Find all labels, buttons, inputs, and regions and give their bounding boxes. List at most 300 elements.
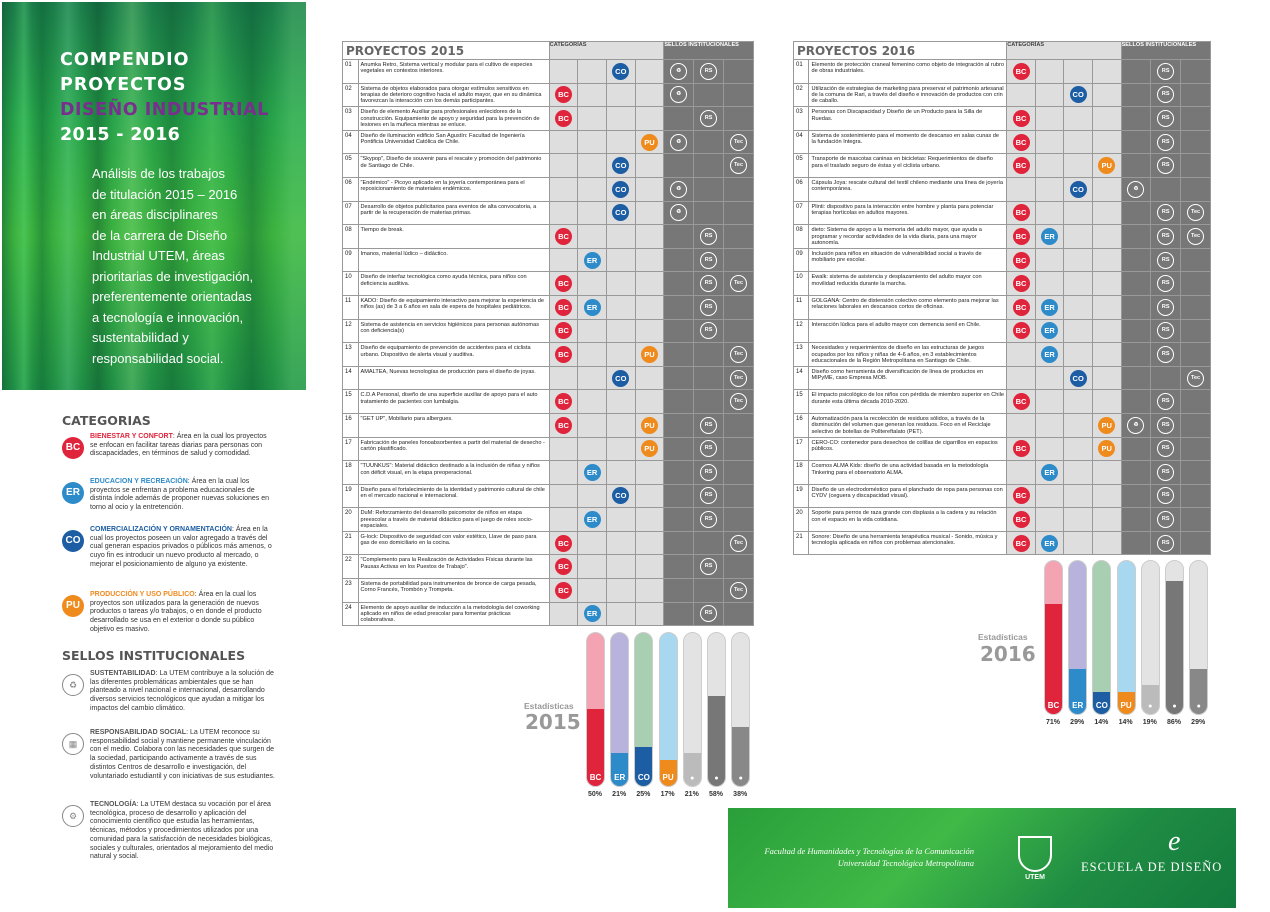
row-number: 16 [794,413,809,437]
row-number: 06 [794,177,809,201]
category-cell [606,461,635,485]
stat-bar-label: ● [714,775,719,782]
row-number: 23 [343,579,359,603]
table-row [343,107,754,131]
category-cell [1035,201,1064,225]
row-number: 04 [343,130,359,154]
category-bc-badge: BC [1013,228,1030,245]
table-title-text: PROYECTOS 2016 [797,44,916,58]
social-responsibility-icon: RS [1157,157,1174,174]
table-row [794,366,1211,390]
category-cell [606,154,635,178]
seal-cell [1151,272,1181,296]
seal-description [90,729,275,781]
social-responsibility-icon: RS [1157,63,1174,80]
seal-cell [1121,508,1151,532]
row-number: 19 [794,484,809,508]
stat-percent: 21% [612,791,627,798]
category-pu-badge: PU [1098,417,1115,434]
seal-cell [664,508,694,532]
stat-bar-label: ● [690,775,695,782]
projects-2015-table [342,41,754,626]
row-number: 13 [794,343,809,367]
category-cell [1007,272,1036,296]
seal-cell [1121,461,1151,485]
category-cell [1007,60,1036,84]
seal-cell [694,83,724,107]
category-bc-badge: BC [1013,535,1030,552]
seal-cell [724,248,754,272]
stats-year: 2015 [525,710,581,734]
category-cell [578,484,607,508]
technology-icon: ⚙ [62,805,84,827]
category-cell [549,343,578,367]
seal-cell [1181,295,1211,319]
stat-bar [731,632,750,787]
stat-bar-fill [1166,581,1183,714]
row-description: Cápsula Joya: rescate cultural del textil chileno mediante una línea de joyería contemporánea. [809,177,1007,201]
category-text: : Área en la cual los proyectos poseen un valor agregado a través del cual generan espacios privados o públicos más amenos, o cuyo fin es introducir un nuevo producto al mercado, o mejorar el posicionamiento de alguno ya existente. [90,526,272,568]
category-bc-badge: BC [1013,511,1030,528]
row-description: Imanos, material lúdico – didáctico. [358,248,549,272]
category-cell [635,60,664,84]
table-title [343,42,550,60]
table-row [343,248,754,272]
category-bc-badge: BC [555,228,572,245]
category-cell [1064,130,1093,154]
category-bc-badge: BC [1013,63,1030,80]
category-cell [549,413,578,437]
categorias-header: CATEGORÍAS [549,42,664,60]
category-cell [1064,272,1093,296]
technology-icon: Tec [730,393,747,410]
row-description: Diseño de elemento Auxiliar para profesionales enlecidores de la construcción. Equipamiento de apoyo y seguridad para la prevención de lesiones en la muñeca mientras se enluce. [358,107,549,131]
stat-percent: 38% [733,791,748,798]
seal-cell [724,154,754,178]
stat-percent: 19% [1142,719,1157,726]
category-cell [578,366,607,390]
category-cell [1064,484,1093,508]
category-cell [1035,107,1064,131]
seal-cell [1181,508,1211,532]
seal-text: : La UTEM reconoce su responsabilidad social y mantiene permanente vinculación con el medio. Colabora con las necesidades que surgen de la sociedad, participando activamente a través de sus distintos Centros de desarrollo e investigación, del voluntariado estudiantil y con iniciativas de sus estudiantes. [90,729,275,780]
seal-cell [664,461,694,485]
category-er-badge: ER [1041,464,1058,481]
category-er-badge: ER [1041,299,1058,316]
category-cell [635,390,664,414]
row-description: Necesidades y requerimientos de diseño en las estructuras de juegos ocupados por los niños y niñas de 4-6 años, en 3 establecimientos educacionales de la Región Metropolitana en Santiago de Chile. [809,343,1007,367]
seal-cell [694,602,724,626]
seal-cell [664,531,694,555]
seal-cell [664,579,694,603]
seal-cell [1121,248,1151,272]
social-responsibility-icon: ▦ [62,733,84,755]
category-text: : Área en la cual los proyectos se enfocan en facilitar tareas diarias para personas con discapacidades, en términos de salud y comodidad. [90,433,267,458]
category-bc-badge: BC [1013,393,1030,410]
stats-year: 2016 [980,642,1036,666]
category-bc-badge: BC [555,86,572,103]
table-row [343,319,754,343]
stat-bar-label: BC [1047,701,1060,710]
table-row [794,154,1211,178]
stat-bar [1189,560,1208,715]
table-row [794,83,1211,107]
seal-cell [694,130,724,154]
row-number: 15 [343,390,359,414]
stat-bar-label: ER [614,773,626,782]
category-cell [1092,295,1121,319]
category-bc-icon: BC [62,437,84,459]
seal-cell [664,437,694,461]
category-er-badge: ER [584,299,601,316]
category-cell [578,579,607,603]
seal-cell [694,343,724,367]
hero-description-line: Análisis de los trabajos [92,166,225,181]
table-row [343,177,754,201]
category-cell [1092,319,1121,343]
category-cell [635,272,664,296]
seal-cell [664,154,694,178]
stat-bar-label: PU [1120,701,1132,710]
category-cell [606,319,635,343]
category-cell [606,531,635,555]
category-cell [635,130,664,154]
category-cell [635,201,664,225]
category-cell [635,319,664,343]
social-responsibility-icon: RS [700,417,717,434]
seal-cell [1181,225,1211,249]
row-number: 10 [343,272,359,296]
category-cell [1064,366,1093,390]
category-er-badge: ER [1041,346,1058,363]
category-bc-badge: BC [1013,134,1030,151]
seal-cell [724,602,754,626]
table-row [794,319,1211,343]
category-cell [1064,83,1093,107]
category-cell [1007,201,1036,225]
category-cell [549,602,578,626]
category-cell [606,343,635,367]
category-pu-badge: PU [641,346,658,363]
category-cell [1007,83,1036,107]
hero-panel [2,2,306,390]
category-cell [635,248,664,272]
technology-icon: Tec [1187,204,1204,221]
row-description: Sistema de sostenimiento para el momento de descanso en salas cunas de la fundación Integra. [809,130,1007,154]
row-number: 22 [343,555,359,579]
seal-cell [724,461,754,485]
seal-cell [1151,366,1181,390]
seal-cell [1121,531,1151,555]
row-description: G-lock: Dispositivo de seguridad con valor estético, Llave de paso para gas de eso domiciliario en la cocina. [358,531,549,555]
seal-cell [664,272,694,296]
table-row [343,437,754,461]
seal-cell [694,413,724,437]
seal-cell [1151,107,1181,131]
category-bc-badge: BC [1013,487,1030,504]
seal-description [90,670,275,714]
category-cell [1092,272,1121,296]
seal-cell [694,295,724,319]
row-description: Utilización de estrategias de marketing para preservar el patrimonio artesanal de la comuna de Rari, a través del diseño e innovación de productos con crin de caballo. [809,83,1007,107]
sustainability-icon: ♻ [670,204,687,221]
category-cell [1007,343,1036,367]
technology-icon: Tec [730,157,747,174]
stat-bar-label: CO [1095,701,1108,710]
seal-cell [664,201,694,225]
stat-percent: 50% [587,791,602,798]
seal-cell [1121,107,1151,131]
seal-cell [694,366,724,390]
category-cell [578,83,607,107]
category-cell [578,272,607,296]
stat-percent: 86% [1166,719,1181,726]
seal-cell [694,107,724,131]
category-cell [1064,248,1093,272]
category-cell [1007,413,1036,437]
sustainability-icon: ♻ [670,86,687,103]
category-cell [606,555,635,579]
category-cell [635,343,664,367]
category-text: : Área en la cual los proyectos se enfrentan a problema educacionales de distinta índole además de proponer nuevas soluciones en torno al ocio y la entretención. [90,478,270,512]
hero-title-line2: PROYECTOS [60,75,187,95]
category-pu-badge: PU [641,134,658,151]
table-row [343,531,754,555]
social-responsibility-icon: RS [1157,346,1174,363]
category-cell [635,83,664,107]
seal-cell [724,531,754,555]
table-row [343,461,754,485]
row-description: Desarrollo de objetos publicitarios para eventos de alta convocatoria, a partir de la recuperación de materias primas. [358,201,549,225]
category-cell [1007,461,1036,485]
row-description: Fabricación de paneles fonoabsorbentes a partir del material de desecho - cartón plastificado. [358,437,549,461]
seal-cell [664,390,694,414]
seal-cell [724,60,754,84]
category-cell [578,461,607,485]
stat-bar [1141,560,1160,715]
row-description: Automatización para la recolección de residuos sólidos, a través de la disminución del volumen que generan los residuos. Foco en el Reciclaje selectivo de botellas de Polltereftalato (PET). [809,413,1007,437]
category-bc-badge: BC [1013,204,1030,221]
table-row [343,201,754,225]
category-cell [1092,508,1121,532]
seal-cell [1151,461,1181,485]
category-cell [606,366,635,390]
seal-cell [724,343,754,367]
category-bc-badge: BC [1013,110,1030,127]
category-cell [578,343,607,367]
seal-cell [1181,531,1211,555]
category-cell [1035,272,1064,296]
row-description: GOLGANA: Centro de distensión colectivo como elemento para mejorar las relaciones laborales en descansos cortos de oficinas. [809,295,1007,319]
table-title [794,42,1007,60]
category-cell [635,579,664,603]
category-bc-badge: BC [1013,275,1030,292]
seal-cell [1151,531,1181,555]
social-responsibility-icon: RS [1157,393,1174,410]
social-responsibility-icon: RS [1157,322,1174,339]
seal-cell [1181,177,1211,201]
seal-cell [1121,130,1151,154]
row-number: 14 [343,366,359,390]
row-description: AMALTEA, Nuevas tecnologías de producción para el diseño de joyas. [358,366,549,390]
hero-title-years: 2015 - 2016 [60,125,181,145]
seal-cell [664,484,694,508]
category-cell [1092,484,1121,508]
table-row [794,437,1211,461]
seal-cell [1151,130,1181,154]
table-row [343,343,754,367]
row-number: 24 [343,602,359,626]
seal-cell [1121,201,1151,225]
category-er-badge: ER [584,605,601,622]
seal-cell [1181,201,1211,225]
seal-cell [724,366,754,390]
category-bc-badge: BC [1013,440,1030,457]
category-cell [1092,343,1121,367]
stat-bar [659,632,678,787]
category-cell [635,413,664,437]
category-cell [549,60,578,84]
category-co-badge: CO [1070,370,1087,387]
stat-bar [610,632,629,787]
row-number: 12 [794,319,809,343]
seal-cell [1151,437,1181,461]
category-cell [635,107,664,131]
seal-cell [694,390,724,414]
technology-icon: Tec [1187,228,1204,245]
categorias-header: CATEGORÍAS [1007,42,1121,60]
social-responsibility-icon: RS [700,228,717,245]
seal-cell [694,461,724,485]
row-description: "Endémico" - Picoyo aplicado en la joyería contemporánea para el reposicionamiento de materiales endémicos. [358,177,549,201]
university-name: Universidad Tecnológica Metropolitana [837,858,974,868]
social-responsibility-icon: RS [700,275,717,292]
category-cell [1035,461,1064,485]
social-responsibility-icon: RS [1157,417,1174,434]
row-description: Diseño como herramienta de diversificación de línea de productos en MIPyME, caso Empresa MOB. [809,366,1007,390]
table-row [794,484,1211,508]
category-cell [1064,295,1093,319]
seal-cell [1151,343,1181,367]
row-number: 11 [794,295,809,319]
seal-name: SUSTENTABILIDAD [90,670,156,677]
category-cell [1007,484,1036,508]
category-bc-badge: BC [1013,299,1030,316]
category-cell [1035,154,1064,178]
category-cell [549,579,578,603]
category-cell [1064,107,1093,131]
category-co-badge: CO [1070,86,1087,103]
table-row [794,508,1211,532]
row-number: 10 [794,272,809,296]
category-cell [1035,130,1064,154]
category-cell [606,107,635,131]
faculty-name: Facultad de Humanidades y Tecnologías de la Comunicación [764,846,974,856]
category-cell [549,484,578,508]
category-cell [578,295,607,319]
seal-cell [1181,248,1211,272]
stat-percent: 17% [660,791,675,798]
seal-cell [694,437,724,461]
category-cell [578,60,607,84]
category-cell [606,130,635,154]
social-responsibility-icon: RS [700,252,717,269]
escuela-name: ESCUELA DE DISEÑO [1081,860,1223,874]
row-number: 19 [343,484,359,508]
seal-cell [724,177,754,201]
category-cell [606,390,635,414]
stats-label: Estadísticas [524,701,574,711]
category-cell [1064,461,1093,485]
seal-cell [724,319,754,343]
table-row [794,272,1211,296]
seal-cell [1121,225,1151,249]
table-row [343,154,754,178]
category-cell [578,177,607,201]
row-number: 03 [343,107,359,131]
social-responsibility-icon: RS [700,63,717,80]
seal-cell [1121,319,1151,343]
stat-percent: 71% [1045,719,1060,726]
row-description: "TUUNKUS": Material didáctico destinado a la inclusión de niñas y niños con déficit visual, en la etapa preoperacional. [358,461,549,485]
category-cell [635,555,664,579]
category-cell [635,225,664,249]
table-row [343,602,754,626]
category-cell [635,484,664,508]
seal-cell [1181,484,1211,508]
category-cell [549,555,578,579]
seal-cell [694,60,724,84]
row-description: Plinti: dispositivo para la interacción entre hombre y planta para potenciar terapias horticolas en adultos mayores. [809,201,1007,225]
seal-cell [694,272,724,296]
category-cell [549,390,578,414]
technology-icon: Tec [1187,370,1204,387]
table-row [343,60,754,84]
social-responsibility-icon: RS [700,558,717,575]
row-number: 13 [343,343,359,367]
category-er-badge: ER [584,464,601,481]
hero-description-line: preferentemente orientadas [92,289,252,304]
stat-percent: 14% [1118,719,1133,726]
table-row [794,295,1211,319]
category-co-badge: CO [612,181,629,198]
seal-cell [1121,154,1151,178]
stat-percent: 29% [1191,719,1206,726]
row-number: 20 [794,508,809,532]
seal-cell [664,83,694,107]
category-cell [1092,366,1121,390]
hero-description-line: de la carrera de Diseño [92,227,228,243]
sustainability-icon: ♻ [1127,181,1144,198]
row-number: 15 [794,390,809,414]
category-cell [578,390,607,414]
social-responsibility-icon: RS [1157,228,1174,245]
stat-bar-label: ● [738,775,743,782]
category-cell [606,602,635,626]
category-cell [1092,437,1121,461]
category-cell [1007,107,1036,131]
row-number: 05 [343,154,359,178]
category-cell [1064,319,1093,343]
category-cell [1092,60,1121,84]
category-cell [635,295,664,319]
category-co-badge: CO [612,204,629,221]
table-header [343,42,754,60]
row-number: 12 [343,319,359,343]
category-cell [549,437,578,461]
category-bc-badge: BC [555,275,572,292]
category-co-badge: CO [612,370,629,387]
